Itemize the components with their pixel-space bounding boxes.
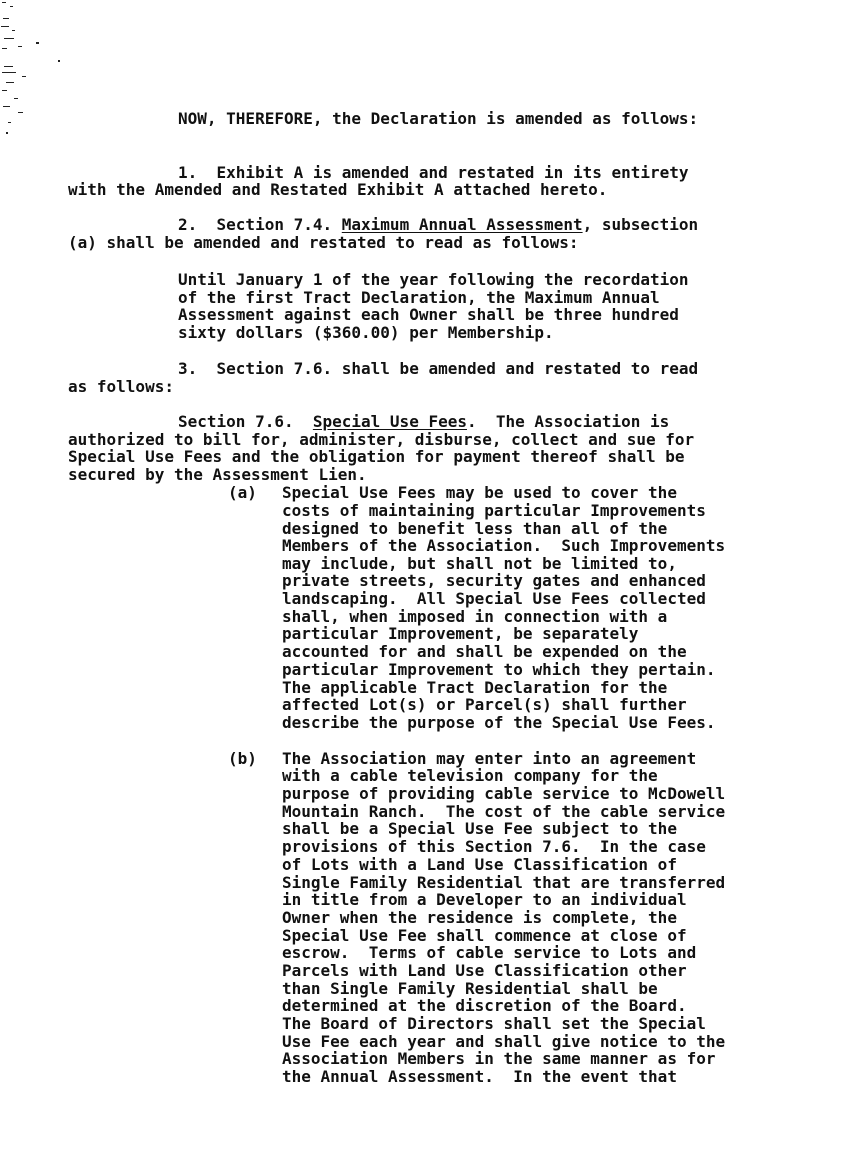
para-a-line: may include, but shall not be limited to, <box>282 554 677 573</box>
section76-title: Special Use Fees <box>312 412 467 431</box>
block74-line: Until January 1 of the year following the recordation <box>178 270 689 289</box>
para-b-line: with a cable television company for the <box>282 766 658 785</box>
para-b-line: Mountain Ranch. The cost of the cable service <box>282 802 726 821</box>
item2-line1 <box>178 216 698 234</box>
para-b-line: purpose of providing cable service to McDowell <box>282 784 726 803</box>
para-b-line: determined at the discretion of the Board. <box>282 996 687 1015</box>
section76-prefix: Section 7.6. <box>178 412 313 431</box>
para-a-label: (a) <box>228 483 257 502</box>
scan-specks <box>0 0 70 140</box>
para-a-line: Members of the Association. Such Improvements <box>282 536 726 555</box>
para-b-line: The Association may enter into an agreement <box>282 749 697 768</box>
item2-prefix: 2. Section 7.4. <box>178 215 342 234</box>
item1-line1: 1. Exhibit A is amended and restated in its entirety <box>178 163 689 182</box>
para-a-line: private streets, security gates and enhanced <box>282 571 706 590</box>
para-a-line: designed to benefit less than all of the <box>282 519 668 538</box>
para-b-line: shall be a Special Use Fee subject to the <box>282 819 677 838</box>
para-b-line: provisions of this Section 7.6. In the case <box>282 837 706 856</box>
para-b-line: Use Fee each year and shall give notice to the <box>282 1032 726 1051</box>
para-a-line: shall, when imposed in connection with a <box>282 607 668 626</box>
para-b-line: the Annual Assessment. In the event that <box>282 1067 677 1086</box>
para-b-line: than Single Family Residential shall be <box>282 979 658 998</box>
section76-line: secured by the Assessment Lien. <box>68 465 367 484</box>
item3-line1: 3. Section 7.6. shall be amended and restated to read <box>178 359 699 378</box>
para-b-line: Parcels with Land Use Classification other <box>282 961 687 980</box>
para-b-line: of Lots with a Land Use Classification of <box>282 855 677 874</box>
item3-line2: as follows: <box>68 377 174 396</box>
para-b-line: Association Members in the same manner as for <box>282 1049 716 1068</box>
para-b-line: Single Family Residential that are transferred <box>282 873 726 892</box>
para-b-line: in title from a Developer to an individual <box>282 890 687 909</box>
para-b-line: escrow. Terms of cable service to Lots and <box>282 943 697 962</box>
para-b-line: The Board of Directors shall set the Special <box>282 1014 706 1033</box>
block74-line: of the first Tract Declaration, the Maximum Annual <box>178 288 660 307</box>
item1-line2: with the Amended and Restated Exhibit A attached hereto. <box>68 180 608 199</box>
item2-suffix: , subsection <box>582 215 699 234</box>
para-a-line: Special Use Fees may be used to cover the <box>282 483 677 502</box>
block74-line: sixty dollars ($360.00) per Membership. <box>178 323 554 342</box>
section76-line: Special Use Fees and the obligation for payment thereof shall be <box>68 447 685 466</box>
para-b-line: Special Use Fee shall commence at close of <box>282 926 687 945</box>
para-a-line: costs of maintaining particular Improvements <box>282 501 706 520</box>
para-a-line: affected Lot(s) or Parcel(s) shall further <box>282 695 687 714</box>
section76-line: authorized to bill for, administer, disburse, collect and sue for <box>68 430 695 449</box>
para-a-line: The applicable Tract Declaration for the <box>282 678 668 697</box>
para-b-label: (b) <box>228 749 257 768</box>
item2-title: Maximum Annual Assessment <box>341 215 583 234</box>
section76-line1 <box>178 413 669 431</box>
para-a-line: landscaping. All Special Use Fees collected <box>282 589 706 608</box>
para-a-line: accounted for and shall be expended on the <box>282 642 687 661</box>
block74-line: Assessment against each Owner shall be three hundred <box>178 305 679 324</box>
para-a-line: particular Improvement, be separately <box>282 624 639 643</box>
para-b-line: Owner when the residence is complete, the <box>282 908 677 927</box>
para-a-line: particular Improvement to which they pertain. <box>282 660 716 679</box>
para-a-line: describe the purpose of the Special Use Fees. <box>282 713 716 732</box>
section76-suffix: . The Association is <box>466 412 670 431</box>
intro-line: NOW, THEREFORE, the Declaration is amended as follows: <box>178 109 699 128</box>
item2-line2: (a) shall be amended and restated to read as follows: <box>68 233 579 252</box>
